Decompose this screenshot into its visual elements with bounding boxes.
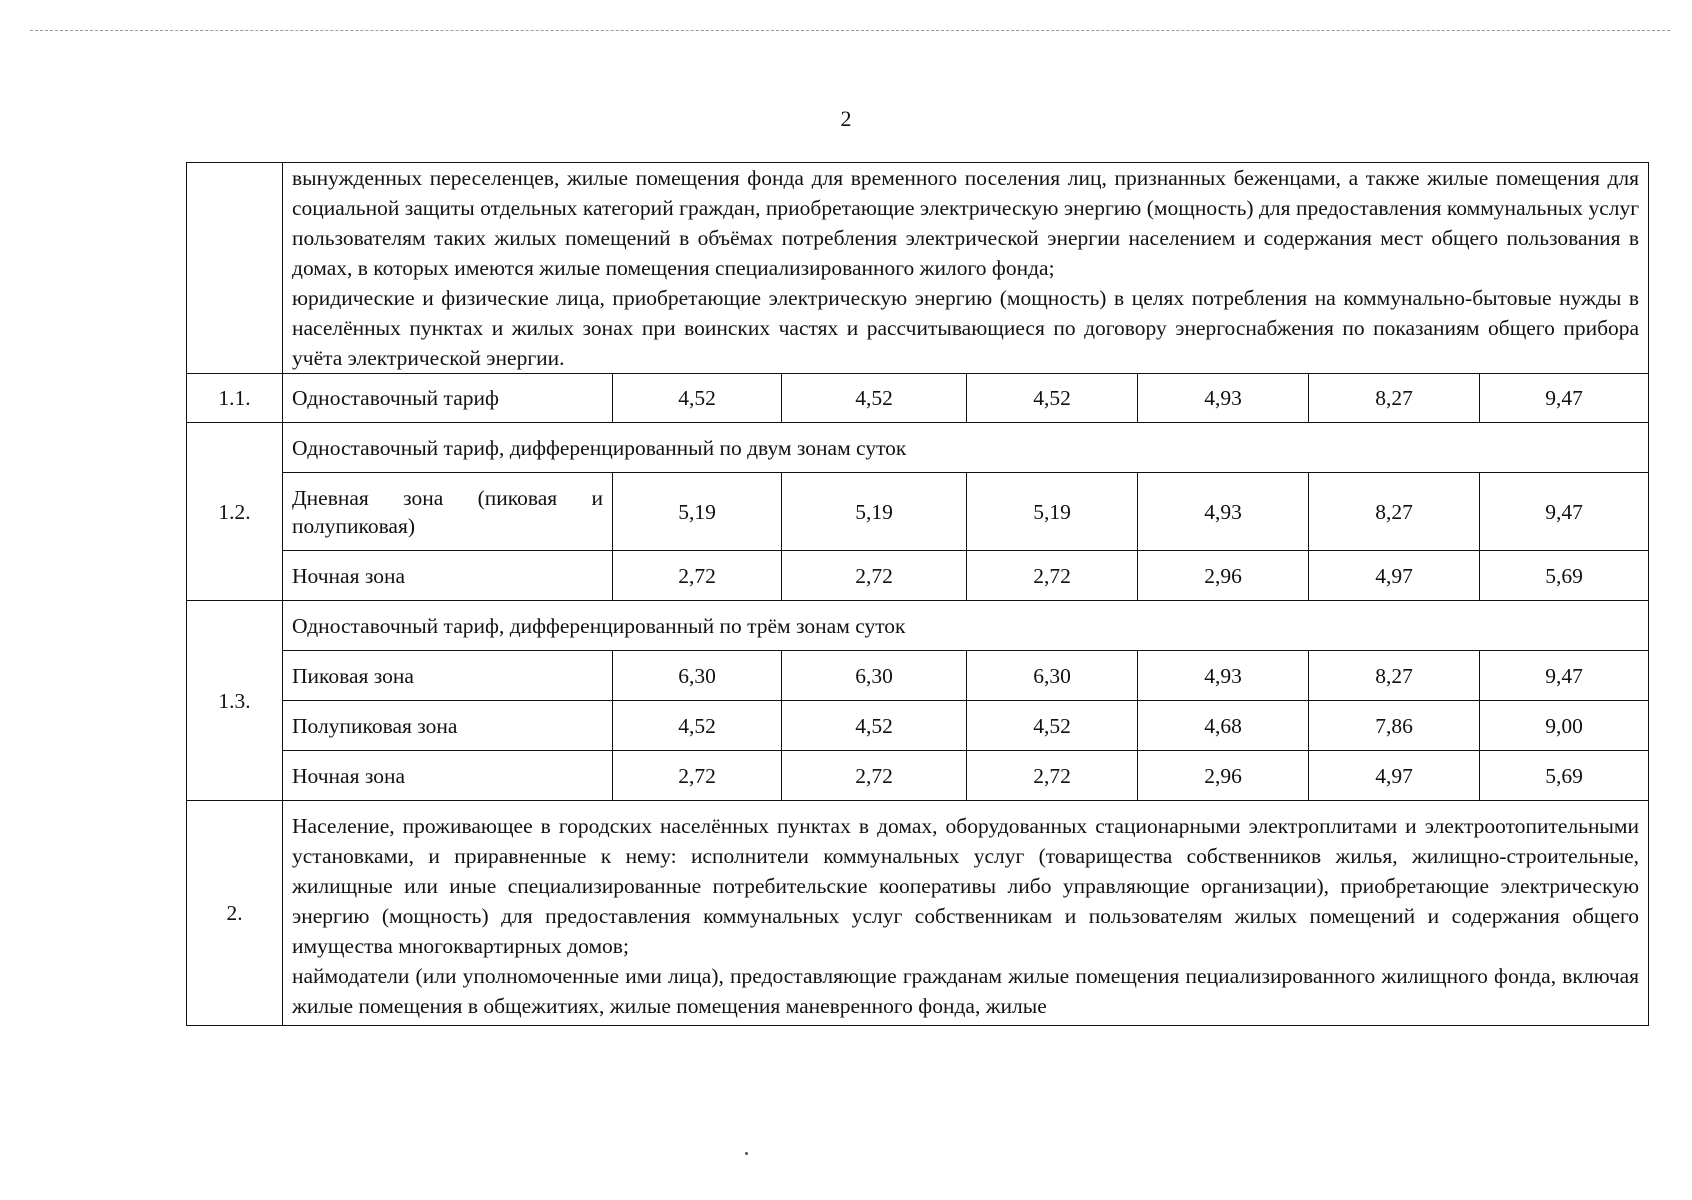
row-number-cell: 1.2. [187,423,283,601]
tariff-value-cell: 8,27 [1309,473,1480,551]
tariff-value-cell: 4,68 [1138,701,1309,751]
tariff-value-cell: 9,47 [1480,651,1649,701]
tariff-group-title: Одноставочный тариф, дифференцированный по трём зонам суток [283,601,1649,651]
tariff-value-cell: 4,93 [1138,374,1309,423]
tariff-value-cell: 5,69 [1480,751,1649,801]
intro-text-cell [283,163,1649,374]
table-row-1-3-peak [187,651,1649,701]
tariff-value-cell: 4,52 [613,701,782,751]
tariff-value-cell: 2,96 [1138,551,1309,601]
tariff-value-cell: 4,97 [1309,551,1480,601]
intro-paragraph: вынужденных переселенцев, жилые помещения фонда для временного поселения лиц, признанных беженцами, а также жилые помещения для социальной защиты отдельных категорий граждан, приобретающие электрическую энергию (мощность) для предоставления коммунальных услуг пользователям таких жилых помещений в объёмах потребления электрической энергии населением и содержания мест общего пользования в домах, в которых имеются жилые помещения специализированного жилого фонда; [292,166,1640,280]
tariff-label-cell: Ночная зона [283,551,613,601]
intro-paragraph: юридические и физические лица, приобретающие электрическую энергию (мощность) в целях потребления на коммунально-бытовые нужды в населённых пунктах и жилых зонах при воинских частях и рассчитывающиеся по договору энергоснабжения по показаниям общего прибора учёта электрической энергии. [292,286,1640,370]
tariff-label-cell: Ночная зона [283,751,613,801]
tariff-value-cell: 5,19 [613,473,782,551]
tariff-value-cell: 6,30 [967,651,1138,701]
row-number-cell [187,163,283,374]
tariff-value-cell: 4,97 [1309,751,1480,801]
tariff-value-cell: 4,52 [782,374,967,423]
row-number-cell: 1.1. [187,374,283,423]
tariff-value-cell: 5,19 [782,473,967,551]
tariff-value-cell: 9,00 [1480,701,1649,751]
tariff-group-title: Одноставочный тариф, дифференцированный по двум зонам суток [283,423,1649,473]
table-row-1-3-semipeak [187,701,1649,751]
tariff-value-cell: 4,93 [1138,651,1309,701]
tariff-value-cell: 4,52 [967,701,1138,751]
tariff-value-cell: 8,27 [1309,374,1480,423]
tariff-value-cell: 9,47 [1480,374,1649,423]
table-row-1-2-day [187,473,1649,551]
page-number: 2 [840,106,852,131]
table-row-1-3-title [187,601,1649,651]
row-number-cell: 1.3. [187,601,283,801]
tariff-value-cell: 2,72 [967,551,1138,601]
tariff-label-cell: Одноставочный тариф [283,374,613,423]
category-paragraph: Население, проживающее в городских населённых пунктах в домах, оборудованных стационарными электроплитами и электроотопительными установками, и приравненные к нему: исполнители коммунальных услуг (товарищества собственников жилья, жилищно-строительные, жилищные или иные специализированные потребительские кооперативы либо управляющие организации), приобретающие электрическую энергию (мощность) для предоставления коммунальных услуг собственникам и пользователям жилых помещений и содержания общего имущества многоквартирных домов; [292,814,1640,958]
category-paragraph: наймодатели (или уполномоченные ими лица), предоставляющие гражданам жилые помещения пециализированного жилищного фонда, включая жилые помещения в общежитиях, жилые помещения маневренного фонда, жилые [292,964,1640,1018]
tariff-value-cell: 2,72 [613,551,782,601]
tariff-value-cell: 4,52 [967,374,1138,423]
tariff-value-cell: 9,47 [1480,473,1649,551]
tariff-value-cell: 7,86 [1309,701,1480,751]
tariff-table [186,162,1649,1026]
table-row-intro [187,163,1649,374]
table-row-1-2-night [187,551,1649,601]
tariff-value-cell: 8,27 [1309,651,1480,701]
tariff-value-cell: 2,72 [782,751,967,801]
tariff-value-cell: 4,52 [613,374,782,423]
tariff-value-cell: 5,69 [1480,551,1649,601]
tariff-value-cell: 2,72 [782,551,967,601]
category-text-cell [283,801,1649,1026]
tariff-label-cell: Полупиковая зона [283,701,613,751]
page-top-rule [30,30,1670,31]
table-row-1-3-night [187,751,1649,801]
tariff-value-cell: 4,52 [782,701,967,751]
table-row-1-1 [187,374,1649,423]
row-number-cell: 2. [187,801,283,1026]
tariff-value-cell: 6,30 [613,651,782,701]
tariff-value-cell: 2,96 [1138,751,1309,801]
tariff-value-cell: 2,72 [967,751,1138,801]
tariff-label-cell: Пиковая зона [283,651,613,701]
tariff-value-cell: 6,30 [782,651,967,701]
table-row-2 [187,801,1649,1026]
tariff-value-cell: 2,72 [613,751,782,801]
table-row-1-2-title [187,423,1649,473]
tariff-value-cell: 4,93 [1138,473,1309,551]
tariff-value-cell: 5,19 [967,473,1138,551]
tariff-label-cell: Дневная зона (пиковая и полупиковая) [283,473,613,551]
scan-speck [745,1152,748,1155]
